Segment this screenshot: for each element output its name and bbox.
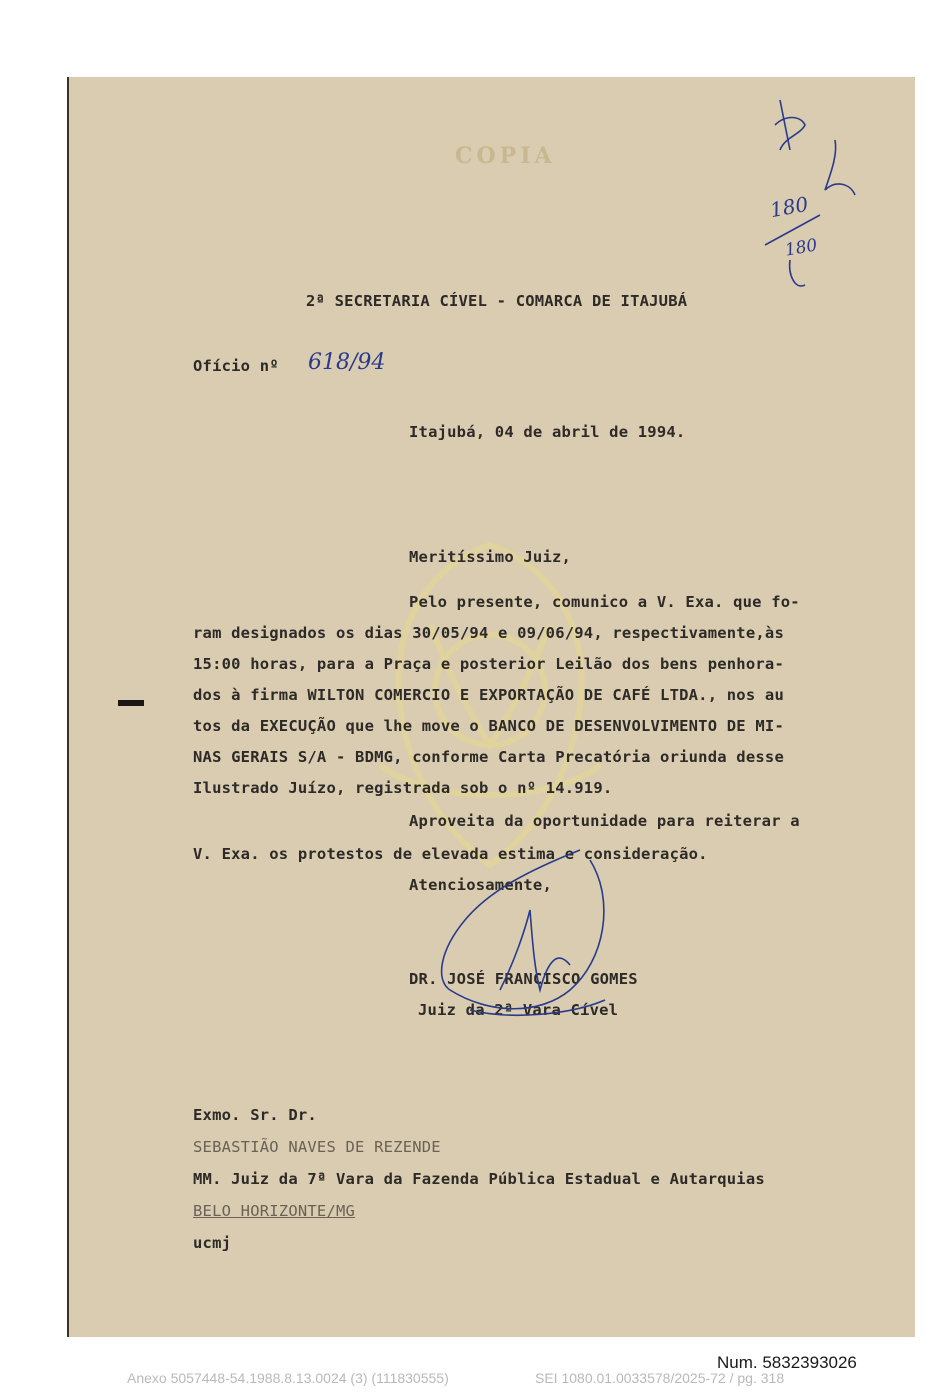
addressee-city: BELO HORIZONTE/MG bbox=[193, 1202, 356, 1220]
page-number-handwritten-second: 180 bbox=[783, 235, 819, 261]
body-line: 15:00 horas, para a Praça e posterior Leilão dos bens penhora- bbox=[193, 655, 784, 673]
body-line: tos da EXECUÇÃO que lhe move o BANCO DE DESENVOLVIMENTO DE MI- bbox=[193, 717, 784, 735]
addressee-greeting: Exmo. Sr. Dr. bbox=[193, 1106, 317, 1124]
signatory-title: Juiz da 2ª Vara Cível bbox=[418, 1001, 619, 1019]
closing-line: Aproveita da oportunidade para reiterar a bbox=[409, 812, 800, 830]
body-line: Pelo presente, comunico a V. Exa. que fo- bbox=[409, 593, 800, 611]
typist-initials: ucmj bbox=[193, 1234, 232, 1252]
office-header: 2ª SECRETARIA CÍVEL - COMARCA DE ITAJUBÁ bbox=[306, 292, 688, 310]
salutation: Meritíssimo Juiz, bbox=[409, 548, 572, 566]
addressee-name: SEBASTIÃO NAVES DE REZENDE bbox=[193, 1138, 441, 1156]
date-line: Itajubá, 04 de abril de 1994. bbox=[409, 423, 686, 441]
anexo-reference: Anexo 5057448-54.1988.8.13.0024 (3) (111830555) bbox=[127, 1370, 449, 1386]
body-line: ram designados os dias 30/05/94 e 09/06/94, respectivamente,às bbox=[193, 624, 784, 642]
margin-mark bbox=[118, 700, 144, 706]
body-line: NAS GERAIS S/A - BDMG, conforme Carta Precatória oriunda desse bbox=[193, 748, 784, 766]
closing-line: V. Exa. os protestos de elevada estima e consideração. bbox=[193, 845, 708, 863]
copia-stamp: COPIA bbox=[455, 143, 556, 169]
handwritten-signature bbox=[430, 840, 620, 1040]
body-line: Ilustrado Juízo, registrada sob o nº 14.919. bbox=[193, 779, 613, 797]
atenciosamente: Atenciosamente, bbox=[409, 876, 552, 894]
body-line: dos à firma WILTON COMERCIO E EXPORTAÇÃO DE CAFÉ LTDA., nos au bbox=[193, 686, 784, 704]
oficio-label: Ofício nº bbox=[193, 357, 279, 375]
sei-reference: SEI 1080.01.0033578/2025-72 / pg. 318 bbox=[535, 1370, 785, 1386]
page-number-handwritten: 180 bbox=[768, 191, 810, 223]
oficio-number-handwritten: 618/94 bbox=[308, 350, 386, 375]
document-number: Num. 5832393026 bbox=[717, 1353, 857, 1372]
signatory-name: DR. JOSÉ FRANCISCO GOMES bbox=[409, 970, 638, 988]
addressee-title: MM. Juiz da 7ª Vara da Fazenda Pública Estadual e Autarquias bbox=[193, 1170, 765, 1188]
